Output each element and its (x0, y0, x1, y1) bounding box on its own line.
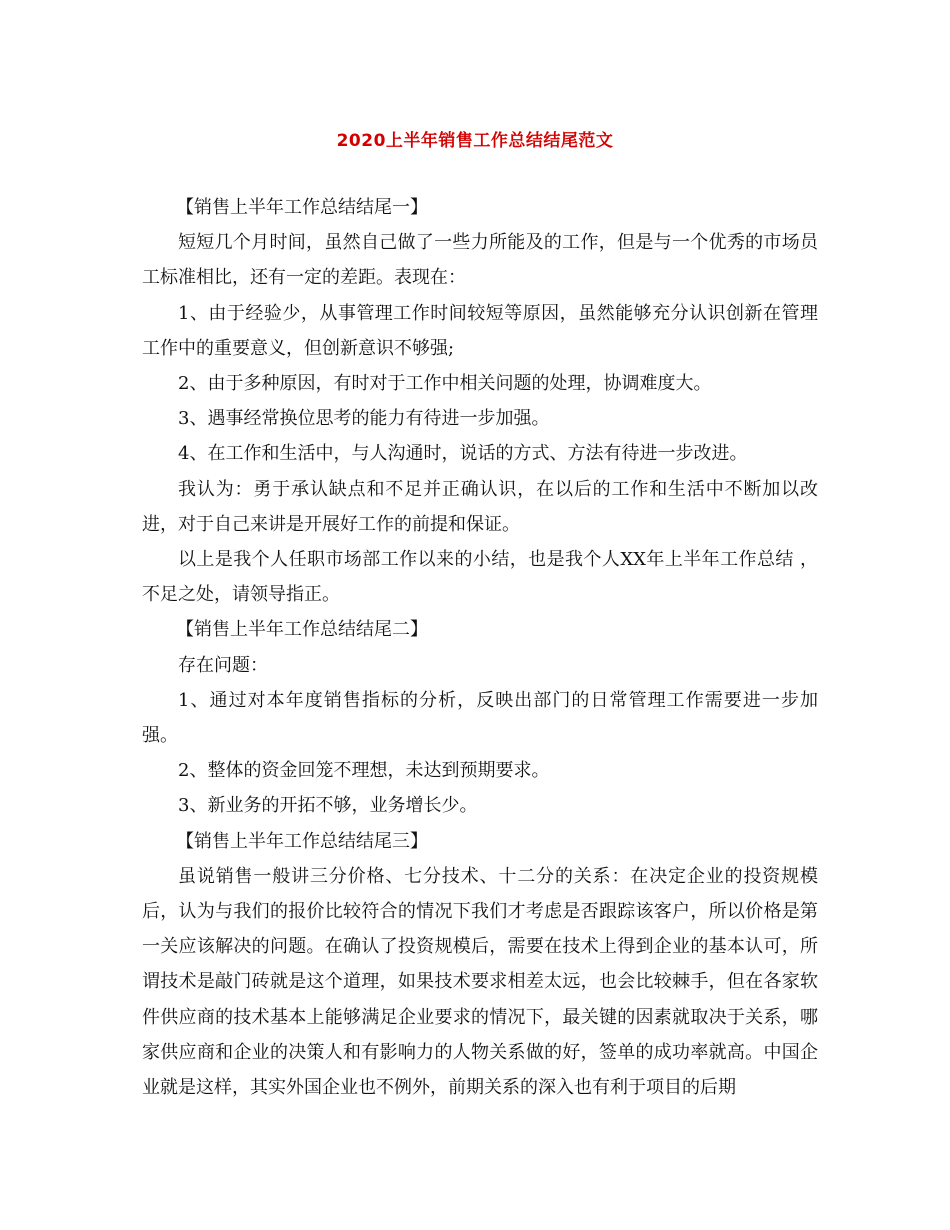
list-item: 3、新业务的开拓不够，业务增长少。 (178, 795, 478, 817)
list-item: 2、由于多种原因，有时对于工作中相关问题的处理，协调难度大。 (178, 373, 712, 395)
list-item: 1、由于经验少，从事管理工作时间较短等原因，虽然能够充分认识创新在管理工作中的重要意义，但创新意识不够强; (142, 302, 818, 359)
document-body (142, 190, 818, 1105)
section-heading-3: 【销售上半年工作总结结尾三】 (176, 830, 428, 852)
paragraph: 以上是我个人任职市场部工作以来的小结，也是我个人XX年上半年工作总结 ，不足之处，请领导指正。 (142, 549, 818, 606)
section-heading-2: 【销售上半年工作总结结尾二】 (176, 619, 428, 641)
section-heading-1: 【销售上半年工作总结结尾一】 (176, 197, 428, 218)
paragraph: 短短几个月时间，虽然自己做了一些力所能及的工作，但是与一个优秀的市场员工标准相比，还有一定的差距。表现在： (142, 232, 818, 289)
list-item: 2、整体的资金回笼不理想，未达到预期要求。 (178, 760, 550, 782)
paragraph: 我认为：勇于承认缺点和不足并正确认识，在以后的工作和生活中不断加以改进，对于自己来讲是开展好工作的前提和保证。 (142, 478, 818, 535)
list-item: 3、遇事经常换位思考的能力有待进一步加强。 (178, 408, 550, 430)
paragraph: 虽说销售一般讲三分价格、七分技术、十二分的关系：在决定企业的投资规模后，认为与我们的报价比较符合的情况下我们才考虑是否跟踪该客户，所以价格是第一关应该解决的问题。在确认了投资规模后，需要在技术上得到企业的基本认可，所谓技术是敲门砖就是这个道理，如果技术要求相差太远，也会比较棘手，但在各家软件供应商的技术基本上能够满足企业要求的情况下，最关键的因素就取决于关系，哪家供应商和企业的决策人和有影响力的人物关系做的好，签单的成功率就高。中国企业就是这样，其实外国企业也不例外，前期关系的深入也有利于项目的后期 (142, 865, 818, 1099)
list-item: 4、在工作和生活中，与人沟通时，说话的方式、方法有待进一步改进。 (178, 443, 748, 465)
paragraph: 存在问题： (178, 654, 268, 676)
document-title: 2020上半年销售工作总结结尾范文 (336, 131, 614, 151)
list-item: 1、通过对本年度销售指标的分析，反映出部门的日常管理工作需要进一步加强。 (142, 689, 818, 747)
